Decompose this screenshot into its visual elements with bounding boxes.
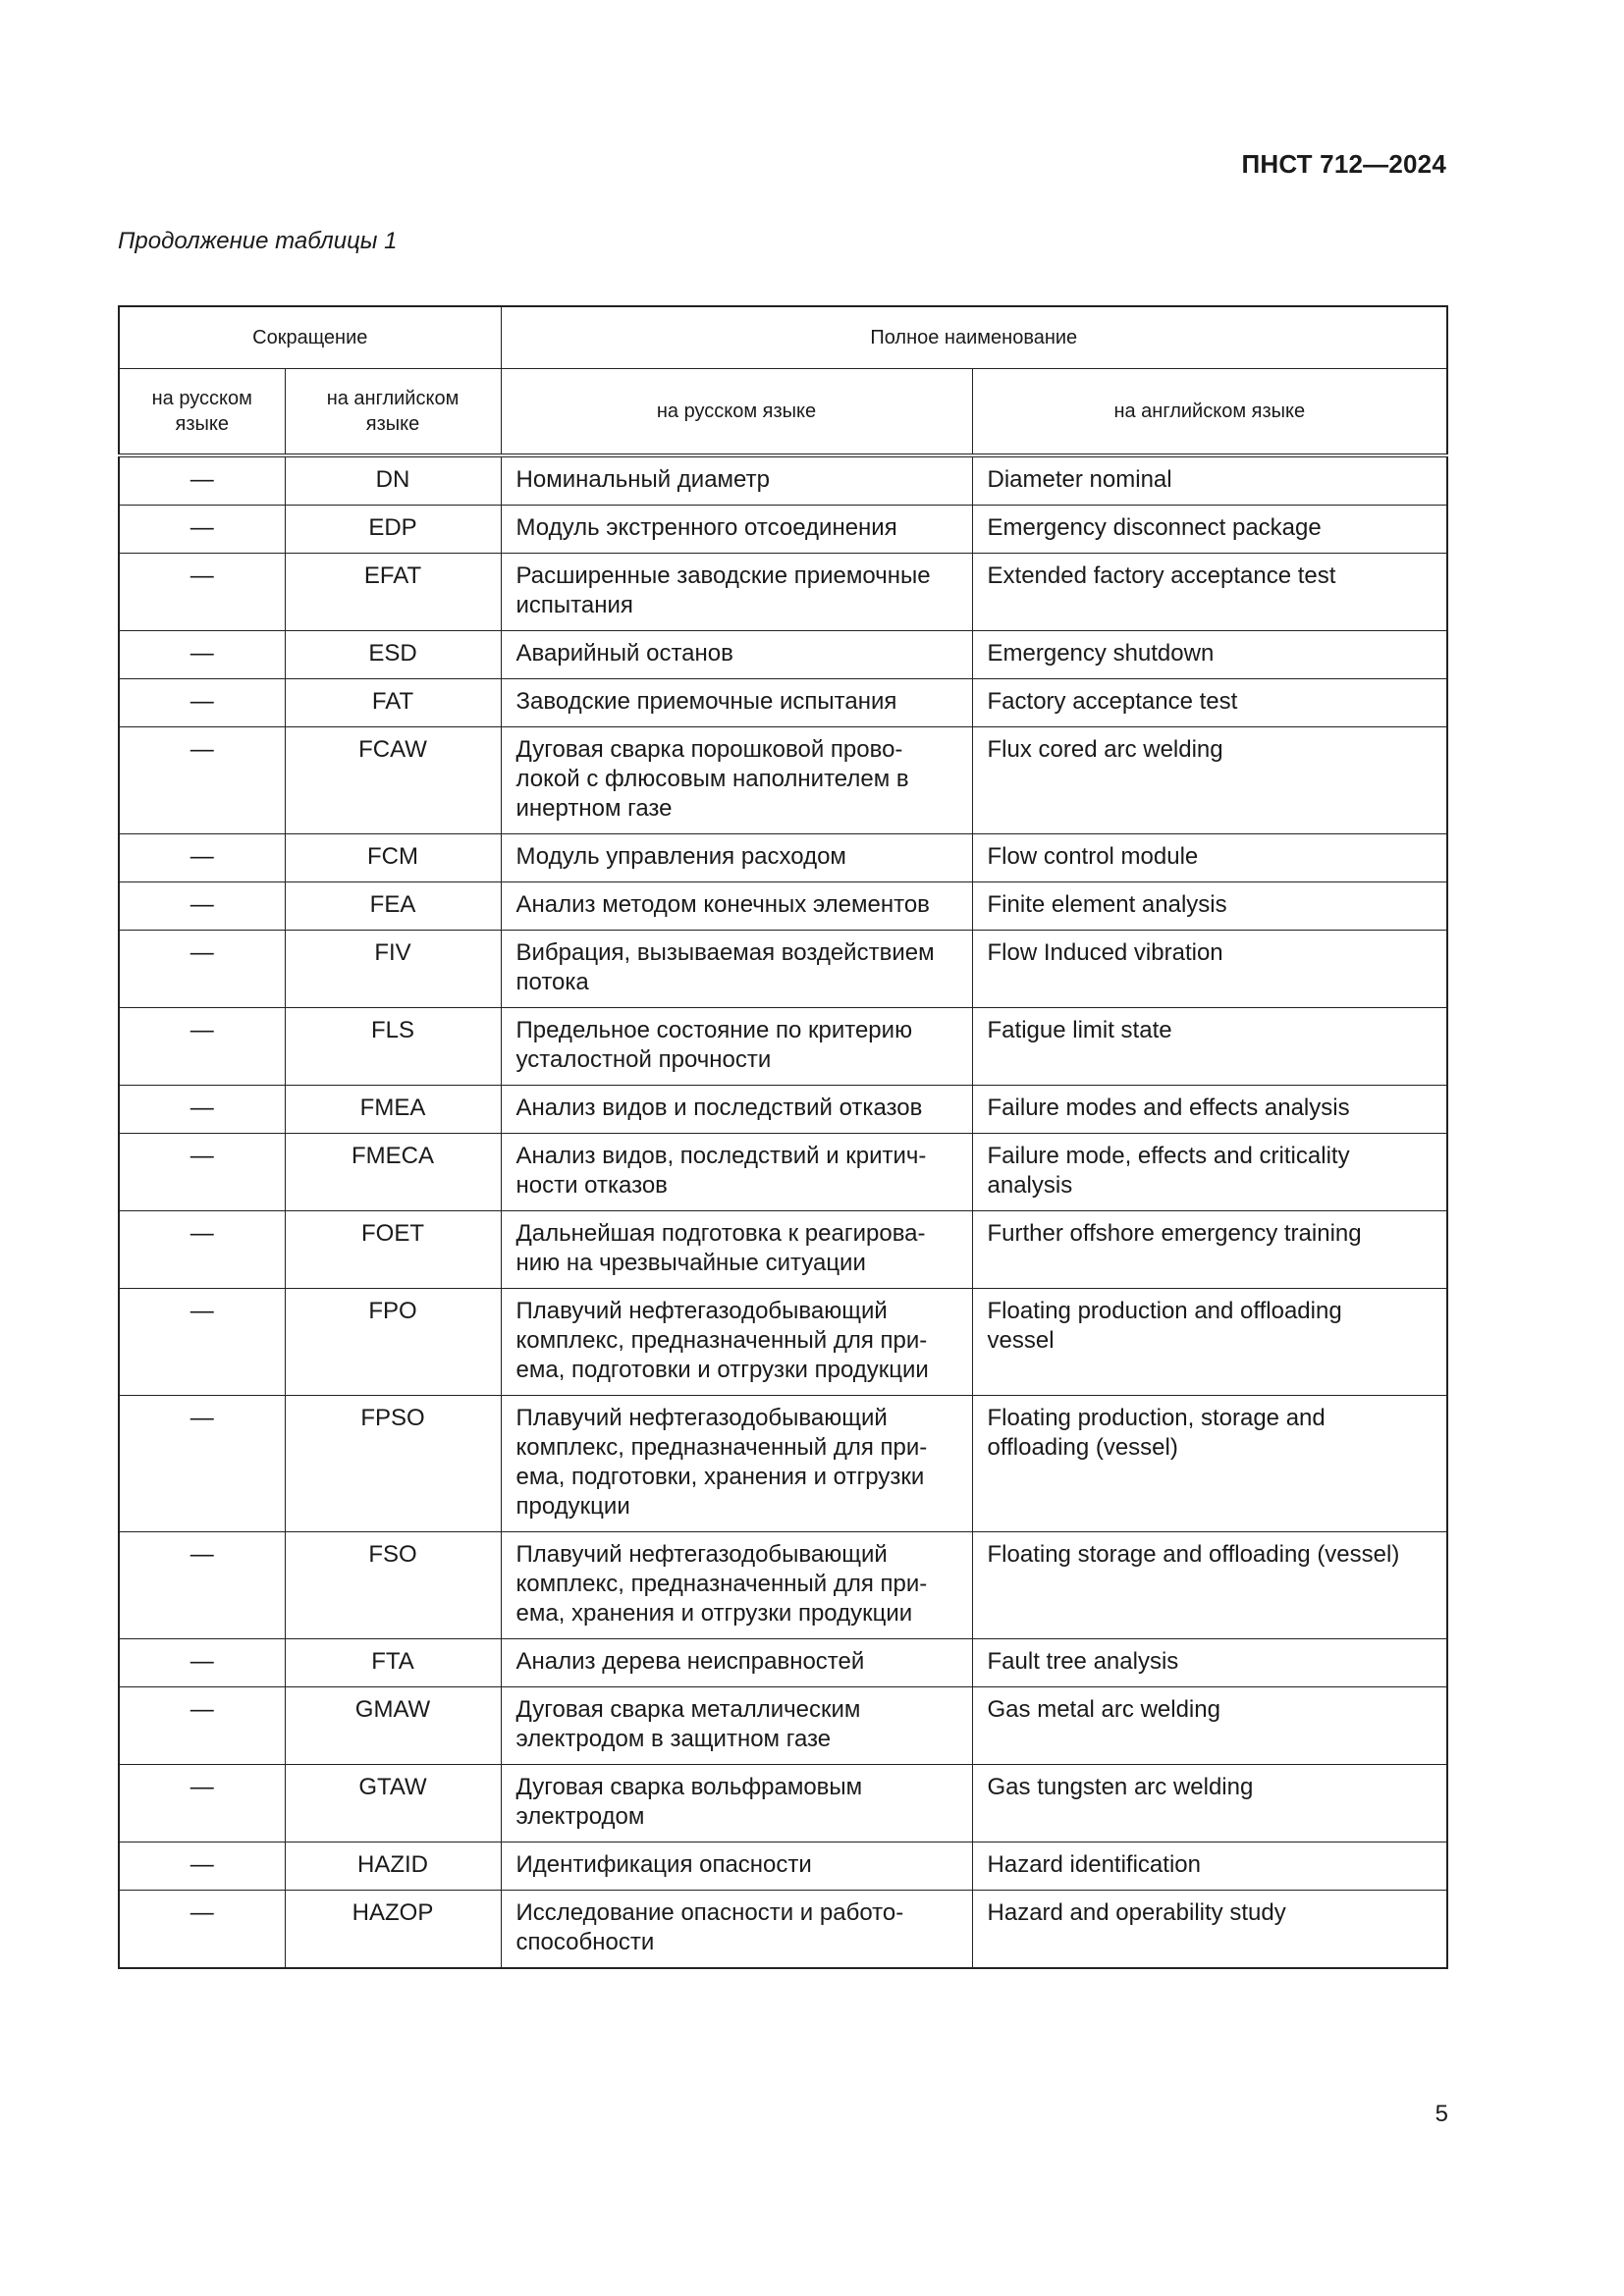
table-row bbox=[119, 1765, 1447, 1842]
full-name-ru-cell: Аварийный останов bbox=[501, 631, 972, 679]
abbr-en-cell: ESD bbox=[285, 631, 501, 679]
table-caption: Продолжение таблицы 1 bbox=[118, 228, 398, 254]
full-name-en-cell: Flow control module bbox=[972, 834, 1447, 882]
abbr-en-cell: FIV bbox=[285, 931, 501, 1008]
table-row bbox=[119, 1842, 1447, 1891]
abbr-en-cell: FCAW bbox=[285, 727, 501, 834]
table-row bbox=[119, 1687, 1447, 1765]
full-name-en-cell: Factory acceptance test bbox=[972, 679, 1447, 727]
abbr-ru-cell: — bbox=[119, 1008, 285, 1086]
full-name-ru-cell: Вибрация, вызываемая воздействием потока bbox=[501, 931, 972, 1008]
abbr-ru-cell: — bbox=[119, 1765, 285, 1842]
abbr-ru-cell: — bbox=[119, 1842, 285, 1891]
full-name-en-cell: Extended factory acceptance test bbox=[972, 554, 1447, 631]
abbr-ru-cell: — bbox=[119, 727, 285, 834]
table-row bbox=[119, 455, 1447, 506]
full-name-ru-cell: Плавучий нефтегазодобывающий комплекс, предназначенный для при- ема, хранения и отгрузки продукции bbox=[501, 1532, 972, 1639]
table-row bbox=[119, 554, 1447, 631]
abbr-ru-cell: — bbox=[119, 506, 285, 554]
abbr-en-cell: HAZID bbox=[285, 1842, 501, 1891]
full-name-ru-cell: Плавучий нефтегазодобывающий комплекс, предназначенный для при- ема, подготовки и отгрузки продукции bbox=[501, 1289, 972, 1396]
abbr-en-cell: FAT bbox=[285, 679, 501, 727]
full-name-en-cell: Flow Induced vibration bbox=[972, 931, 1447, 1008]
full-name-ru-cell: Расширенные заводские приемочные испытания bbox=[501, 554, 972, 631]
abbr-ru-cell: — bbox=[119, 931, 285, 1008]
full-name-en-cell: Floating production and offloading vessel bbox=[972, 1289, 1447, 1396]
full-name-en-cell: Failure mode, effects and criticality analysis bbox=[972, 1134, 1447, 1211]
abbr-en-cell: HAZOP bbox=[285, 1891, 501, 1969]
abbr-ru-cell: — bbox=[119, 679, 285, 727]
abbr-en-cell: FPSO bbox=[285, 1396, 501, 1532]
full-name-en-cell: Hazard identification bbox=[972, 1842, 1447, 1891]
abbr-en-cell: FMEA bbox=[285, 1086, 501, 1134]
abbr-en-cell: FTA bbox=[285, 1639, 501, 1687]
header-abbr-en: на английском языке bbox=[285, 369, 501, 456]
header-abbreviation: Сокращение bbox=[119, 306, 501, 369]
full-name-en-cell: Finite element analysis bbox=[972, 882, 1447, 931]
full-name-ru-cell: Дуговая сварка металлическим электродом в защитном газе bbox=[501, 1687, 972, 1765]
table-row bbox=[119, 679, 1447, 727]
full-name-en-cell: Emergency shutdown bbox=[972, 631, 1447, 679]
table-row bbox=[119, 1008, 1447, 1086]
abbr-en-cell: EFAT bbox=[285, 554, 501, 631]
abbr-en-cell: FSO bbox=[285, 1532, 501, 1639]
table-row bbox=[119, 1086, 1447, 1134]
full-name-ru-cell: Исследование опасности и работо- способности bbox=[501, 1891, 972, 1969]
table-row bbox=[119, 1211, 1447, 1289]
abbr-en-cell: GTAW bbox=[285, 1765, 501, 1842]
abbr-ru-cell: — bbox=[119, 834, 285, 882]
abbreviations-table bbox=[118, 305, 1448, 1969]
table-row bbox=[119, 1639, 1447, 1687]
table-row bbox=[119, 1396, 1447, 1532]
abbr-ru-cell: — bbox=[119, 1396, 285, 1532]
full-name-en-cell: Fatigue limit state bbox=[972, 1008, 1447, 1086]
page-number: 5 bbox=[1435, 2101, 1448, 2127]
table-row bbox=[119, 1289, 1447, 1396]
full-name-ru-cell: Анализ видов, последствий и критич- ности отказов bbox=[501, 1134, 972, 1211]
abbr-ru-cell: — bbox=[119, 1891, 285, 1969]
full-name-en-cell: Flux cored arc welding bbox=[972, 727, 1447, 834]
full-name-en-cell: Further offshore emergency training bbox=[972, 1211, 1447, 1289]
full-name-en-cell: Floating storage and offloading (vessel) bbox=[972, 1532, 1447, 1639]
table-row bbox=[119, 506, 1447, 554]
abbr-ru-cell: — bbox=[119, 554, 285, 631]
header-full-ru: на русском языке bbox=[501, 369, 972, 456]
full-name-en-cell: Hazard and operability study bbox=[972, 1891, 1447, 1969]
full-name-en-cell: Gas tungsten arc welding bbox=[972, 1765, 1447, 1842]
full-name-ru-cell: Идентификация опасности bbox=[501, 1842, 972, 1891]
header-full-en: на английском языке bbox=[972, 369, 1447, 456]
table-row bbox=[119, 834, 1447, 882]
abbr-ru-cell: — bbox=[119, 1639, 285, 1687]
abbr-en-cell: FOET bbox=[285, 1211, 501, 1289]
full-name-ru-cell: Дальнейшая подготовка к реагирова- нию на чрезвычайные ситуации bbox=[501, 1211, 972, 1289]
abbr-en-cell: FMECA bbox=[285, 1134, 501, 1211]
abbr-ru-cell: — bbox=[119, 1532, 285, 1639]
abbr-en-cell: GMAW bbox=[285, 1687, 501, 1765]
abbr-en-cell: FLS bbox=[285, 1008, 501, 1086]
table-body bbox=[119, 455, 1447, 1968]
table-row bbox=[119, 727, 1447, 834]
abbr-ru-cell: — bbox=[119, 1211, 285, 1289]
full-name-ru-cell: Заводские приемочные испытания bbox=[501, 679, 972, 727]
full-name-ru-cell: Анализ методом конечных элементов bbox=[501, 882, 972, 931]
full-name-en-cell: Floating production, storage and offloading (vessel) bbox=[972, 1396, 1447, 1532]
full-name-en-cell: Gas metal arc welding bbox=[972, 1687, 1447, 1765]
table-row bbox=[119, 882, 1447, 931]
full-name-ru-cell: Плавучий нефтегазодобывающий комплекс, предназначенный для при- ема, подготовки, хранения и отгрузки продукции bbox=[501, 1396, 972, 1532]
full-name-ru-cell: Дуговая сварка вольфрамовым электродом bbox=[501, 1765, 972, 1842]
table-row bbox=[119, 931, 1447, 1008]
abbr-en-cell: FCM bbox=[285, 834, 501, 882]
abbr-ru-cell: — bbox=[119, 455, 285, 506]
abbr-ru-cell: — bbox=[119, 1289, 285, 1396]
table-sub-header-row bbox=[119, 369, 1447, 456]
full-name-ru-cell: Модуль экстренного отсоединения bbox=[501, 506, 972, 554]
abbr-en-cell: DN bbox=[285, 455, 501, 506]
abbr-en-cell: FEA bbox=[285, 882, 501, 931]
abbr-en-cell: EDP bbox=[285, 506, 501, 554]
table-row bbox=[119, 631, 1447, 679]
header-full-name: Полное наименование bbox=[501, 306, 1447, 369]
full-name-ru-cell: Модуль управления расходом bbox=[501, 834, 972, 882]
table-group-header-row bbox=[119, 306, 1447, 369]
full-name-en-cell: Diameter nominal bbox=[972, 455, 1447, 506]
full-name-en-cell: Emergency disconnect package bbox=[972, 506, 1447, 554]
document-code: ПНСТ 712—2024 bbox=[1241, 149, 1446, 179]
abbr-ru-cell: — bbox=[119, 1687, 285, 1765]
table-row bbox=[119, 1134, 1447, 1211]
abbr-ru-cell: — bbox=[119, 1086, 285, 1134]
abbr-ru-cell: — bbox=[119, 631, 285, 679]
full-name-ru-cell: Номинальный диаметр bbox=[501, 455, 972, 506]
table-row bbox=[119, 1891, 1447, 1969]
full-name-ru-cell: Предельное состояние по критерию усталостной прочности bbox=[501, 1008, 972, 1086]
full-name-ru-cell: Дуговая сварка порошковой прово- локой с флюсовым наполнителем в инертном газе bbox=[501, 727, 972, 834]
full-name-ru-cell: Анализ дерева неисправностей bbox=[501, 1639, 972, 1687]
full-name-en-cell: Fault tree analysis bbox=[972, 1639, 1447, 1687]
full-name-ru-cell: Анализ видов и последствий отказов bbox=[501, 1086, 972, 1134]
table-row bbox=[119, 1532, 1447, 1639]
header-abbr-ru: на русском языке bbox=[119, 369, 285, 456]
abbr-ru-cell: — bbox=[119, 1134, 285, 1211]
full-name-en-cell: Failure modes and effects analysis bbox=[972, 1086, 1447, 1134]
abbr-en-cell: FPO bbox=[285, 1289, 501, 1396]
abbr-ru-cell: — bbox=[119, 882, 285, 931]
